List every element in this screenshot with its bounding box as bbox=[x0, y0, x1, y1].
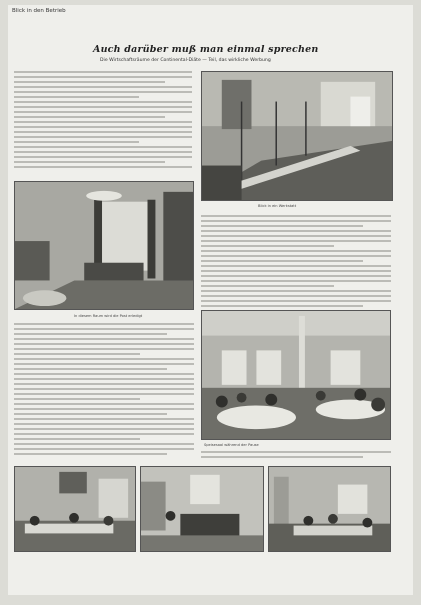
canteen-photo bbox=[201, 310, 391, 440]
office-photo bbox=[14, 181, 194, 310]
text-column-right-lower bbox=[201, 451, 391, 461]
article-subhead: Die Wirtschaftsräume der Continental-Diäte — Teil, das wirkliche Werbung bbox=[100, 58, 271, 63]
lab-photo bbox=[201, 71, 393, 201]
article-headline: Auch darüber muß man einmal sprechen bbox=[93, 44, 319, 55]
text-column-right-middle bbox=[201, 215, 391, 325]
office-photo-caption: In diesem Raum wird die Post erledigt bbox=[74, 314, 143, 318]
canteen-photo-caption: Speisesaal während der Pause bbox=[204, 443, 259, 447]
lab-photo-caption: Blick in ein Werkstatt bbox=[258, 204, 297, 208]
staff-room-photo-1 bbox=[14, 466, 136, 552]
text-column-left-top bbox=[14, 71, 192, 171]
magazine-page bbox=[8, 5, 413, 595]
staff-room-photo-3 bbox=[268, 466, 391, 552]
running-head: Blick in den Betrieb bbox=[12, 8, 66, 14]
text-column-left-middle bbox=[14, 323, 194, 458]
staff-room-photo-2 bbox=[140, 466, 264, 552]
